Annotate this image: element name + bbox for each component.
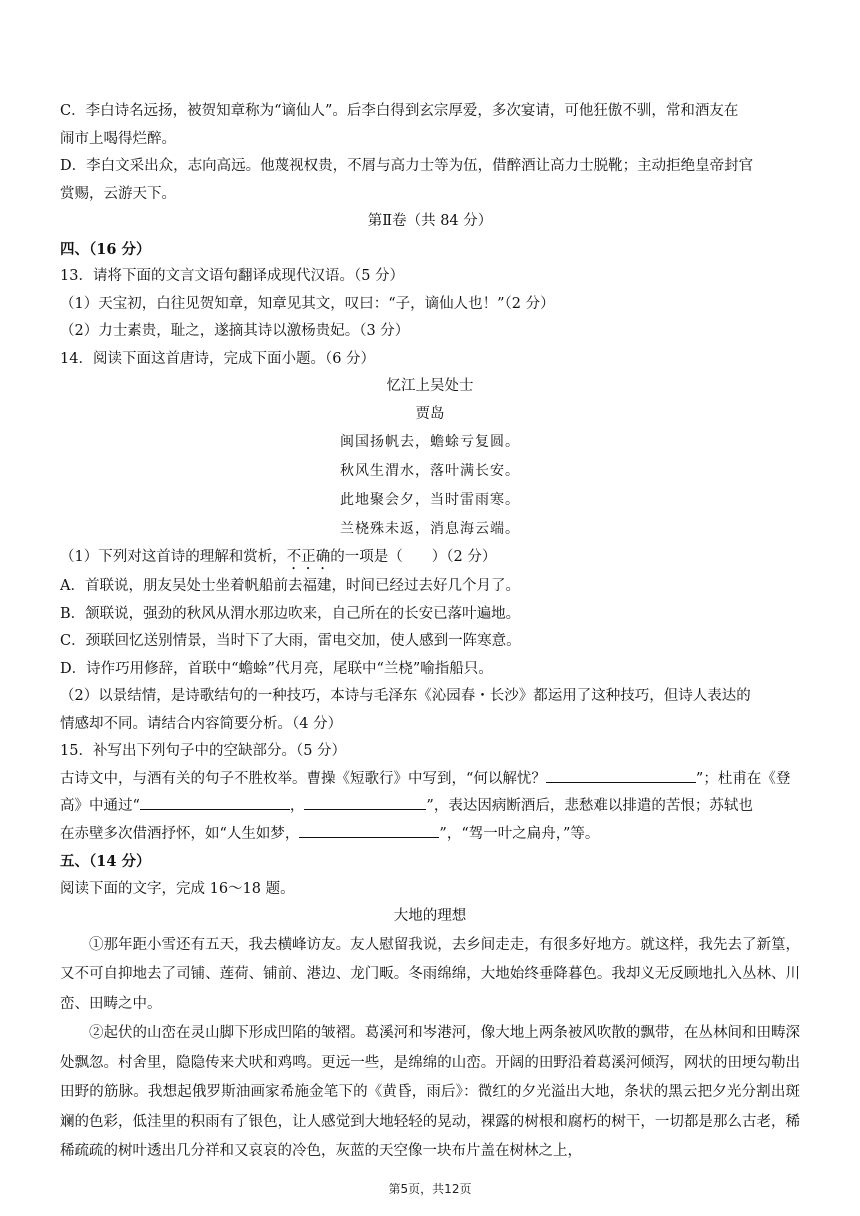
question-13-2: （2）力士素贵，耻之，遂摘其诗以激杨贵妃。（3 分） xyxy=(60,323,410,339)
question-14-2-line2: 情感却不同。请结合内容简要分析。（4 分） xyxy=(60,715,343,732)
poem-author: 贾岛 xyxy=(415,405,445,422)
option-d-line2: 赏赐，云游天下。 xyxy=(60,185,176,202)
question-15-line3 xyxy=(60,821,800,849)
question-14-2-line1: （2）以景结情，是诗歌结句的一种技巧，本诗与毛泽东《沁园春・长沙》都运用了这种技巧，但诗人表达的 xyxy=(60,688,751,704)
question-14: 14．阅读下面这首唐诗，完成下面小题。（6 分） xyxy=(60,350,376,367)
q15-text-4: ， xyxy=(289,798,305,814)
question-15: 15．补写出下列句子中的空缺部分。（5 分） xyxy=(60,743,347,759)
q15-blank-1[interactable] xyxy=(546,768,696,783)
q15-blank-2[interactable] xyxy=(140,795,290,810)
article-title: 大地的理想 xyxy=(393,908,467,924)
q15-text-5: ”，表达因病断酒后，悲愁难以排遣的苦恨；苏轼也 xyxy=(426,798,753,814)
q15-text-7: ”，“驾一叶之扁舟，”等。 xyxy=(439,825,600,842)
question-14-option-a: A．首联说，朋友吴处士坐着帆船前去福建，时间已经过去好几个月了。 xyxy=(60,578,520,594)
page-content xyxy=(60,98,800,1167)
question-13: 13．请将下面的文言文语句翻译成现代汉语。（5 分） xyxy=(60,268,405,284)
option-c-line2: 闹市上喝得烂醉。 xyxy=(60,130,176,147)
question-15-line2 xyxy=(60,793,800,821)
q15-text-2: ”；杜甫在《登 xyxy=(695,770,791,787)
question-14-option-c: C．颈联回忆送别情景，当时下了大雨，雷电交加，使人感到一阵寒意。 xyxy=(60,633,521,649)
q15-text-3: 高》中通过“ xyxy=(60,798,140,814)
option-c-line1: C．李白诗名远扬，被贺知章称为“谪仙人”。后李白得到玄宗厚爱，多次宴请，可他狂傲不驯，常和酒友在 xyxy=(60,103,739,119)
section4-heading: 四、（16 分） xyxy=(60,240,151,258)
option-d-line1: D．李白文采出众，志向高远。他蔑视权贵，不屑与高力士等为伍，借醉酒让高力士脱靴；主动拒绝皇帝封官 xyxy=(60,158,754,174)
page-footer: 第5页，共12页 xyxy=(388,1182,472,1196)
poem-line-3: 此地聚会夕，当时雷雨寒。 xyxy=(340,492,520,508)
question-14-1 xyxy=(60,544,800,573)
section5-intro: 阅读下面的文字，完成 16～18 题。 xyxy=(60,880,295,897)
poem-title: 忆江上吴处士 xyxy=(386,378,474,394)
question-13-1: （1）天宝初，白往见贺知章，知章见其文，叹曰：“子，谪仙人也！”（2 分） xyxy=(60,295,555,312)
question-14-1-emphasis: 不正确 xyxy=(286,549,331,565)
article-paragraph-1: ①那年距小雪还有五天，我去横峰访友。友人慰留我说，去乡间走走，有很多好地方。就这样，我先去了新篁，又不可自抑地去了司铺、莲荷、铺前、港边、龙门畈。冬雨绵绵，大地始终垂降暮色。我却义无反顾地扎入丛林、川峦、田畴之中。 xyxy=(60,936,800,1012)
question-14-1-suffix: 的一项是（ ）（2 分） xyxy=(330,549,497,565)
article-paragraph-2: ②起伏的山峦在灵山脚下形成凹陷的皱褶。葛溪河和岑港河，像大地上两条被风吹散的飘带，在丛林间和田畴深处飘忽。村舍里，隐隐传来犬吠和鸡鸣。更远一些，是绵绵的山峦。开阔的田野沿着葛溪河倾泻，网状的田埂勾勒出田野的筋脉。我想起俄罗斯油画家希施金笔下的《黄昏，雨后》：微红的夕光溢出大地，条状的黑云把夕光分割出斑斓的色彩，低洼里的积雨有了银色，让人感觉到大地轻轻的晃动，裸露的树根和腐朽的树干，一切都是那么古老，稀稀疏疏的树叶透出几分祥和又哀哀的冷色，灰蓝的天空像一块布片盖在树林之上， xyxy=(60,1025,800,1159)
question-14-option-b: B．颔联说，强劲的秋风从渭水那边吹来，自己所在的长安已落叶遍地。 xyxy=(60,605,521,622)
poem-line-1: 闽国扬帆去，蟾蜍亏复圆。 xyxy=(340,434,520,450)
section5-heading: 五、（14 分） xyxy=(60,853,151,870)
q15-blank-3[interactable] xyxy=(304,795,426,810)
q15-blank-4[interactable] xyxy=(299,823,439,838)
question-15-line1 xyxy=(60,766,800,794)
poem-line-2: 秋风生渭水，落叶满长安。 xyxy=(340,463,520,479)
question-14-1-prefix: （1）下列对这首诗的理解和赏析， xyxy=(60,549,287,565)
question-14-option-d: D．诗作巧用修辞，首联中“蟾蜍”代月亮，尾联中“兰桡”喻指船只。 xyxy=(60,660,493,677)
volume-title: 第Ⅱ卷（共 84 分） xyxy=(367,213,493,229)
poem-line-4: 兰桡殊未返，消息海云端。 xyxy=(340,521,520,537)
q15-text-6: 在赤壁多次借酒抒怀，如“人生如梦， xyxy=(60,825,300,842)
q15-text-1: 古诗文中，与酒有关的句子不胜枚举。曹操《短歌行》中写到，“何以解忧？ xyxy=(60,770,546,787)
